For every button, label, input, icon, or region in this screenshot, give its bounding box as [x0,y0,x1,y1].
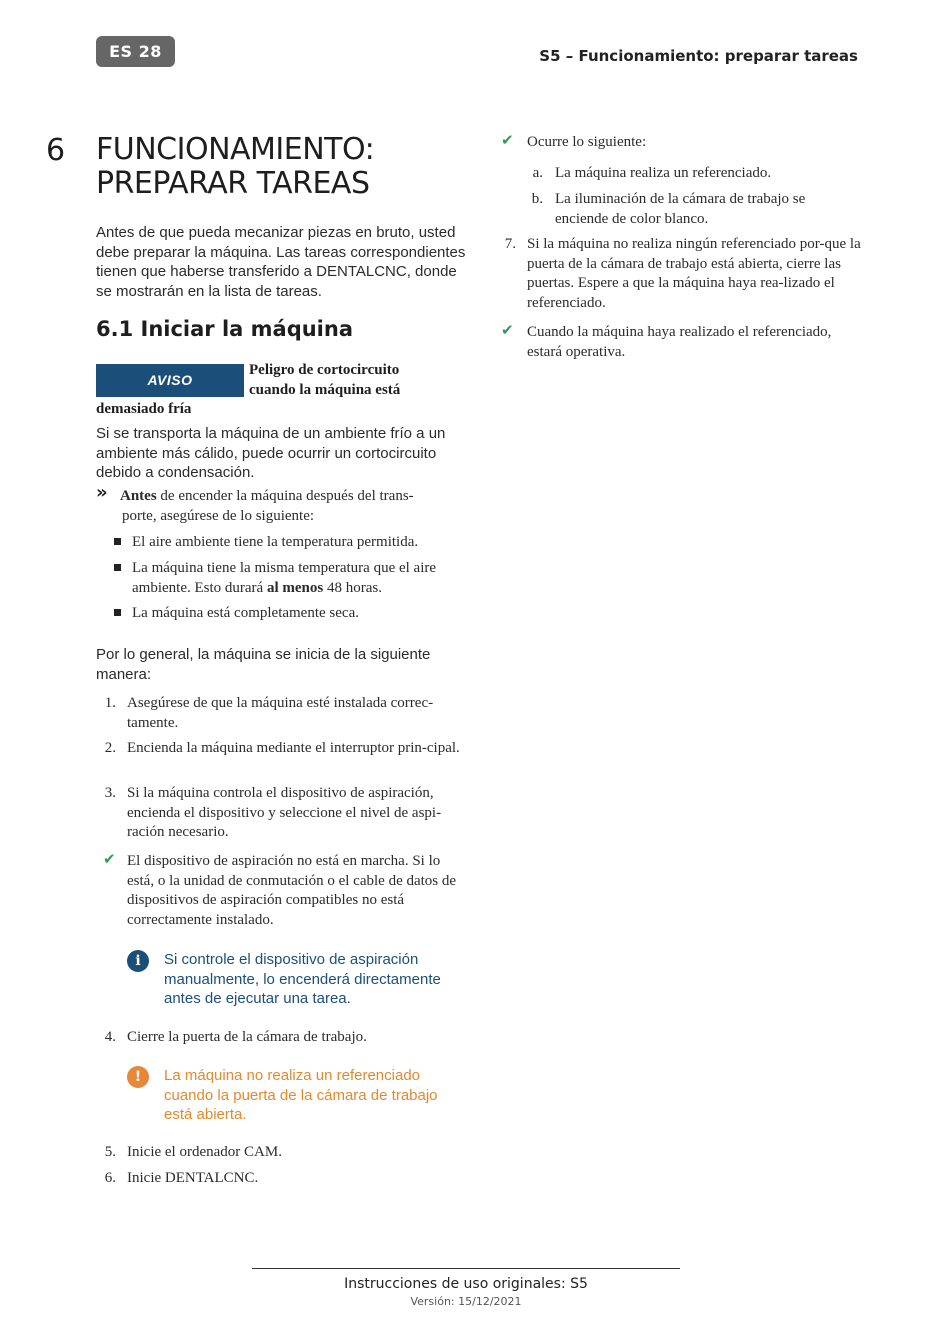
bullet-icon [114,564,121,571]
notice-heading-continued: demasiado fría [96,401,192,417]
notice-label-bar: AVISO [96,364,244,397]
sub-step-label: a. [532,165,543,181]
bullet-item: La máquina está completamente seca. [132,605,359,621]
running-header: S5 – Funcionamiento: preparar tareas [539,47,858,65]
warning-icon: ! [127,1066,149,1088]
info-note: Si controle el dispositivo de aspiración manualmente, lo encenderá directamente antes de ejecutar una tarea. [164,951,441,1008]
sub-step-text: La máquina realiza un referenciado. [555,165,772,181]
step-text: Asegúrese de que la máquina esté instalada correc-tamente. [127,695,434,731]
footer-divider [252,1268,680,1269]
step-text: Encienda la máquina mediante el interruptor prin-cipal. [127,740,460,756]
step-text: Cierre la puerta de la cámara de trabajo. [127,1029,367,1045]
step-text: Inicie el ordenador CAM. [127,1144,282,1160]
bullet-text-part: 48 horas. [323,579,382,596]
bullet-text-part: ambiente. Esto durará [132,579,267,596]
chapter-title-line2: PREPARAR TAREAS [96,166,370,201]
notice-action [120,487,460,526]
action-rest-1: de encender la máquina después del trans- [156,488,414,504]
step-number: 3. [104,785,116,801]
procedure-lead: Por lo general, la máquina se inicia de la siguiente manera: [96,646,431,683]
action-marker-icon: » [96,482,108,503]
check-icon: ✔ [103,850,116,868]
footer-title: Instrucciones de uso originales: S5 [344,1276,588,1292]
sub-step-text: La iluminación de la cámara de trabajo se enciende de color blanco. [555,191,806,227]
chapter-intro: Antes de que pueda mecanizar piezas en bruto, usted debe preparar la máquina. Las tareas correspondientes tienen que haberse transferido a DENTALCNC, donde se mostrarán en la lista de tareas. [96,224,466,300]
info-icon: i [127,950,149,972]
step-number: 4. [104,1029,116,1045]
final-result: Cuando la máquina haya realizado el referenciado, estará operativa. [527,324,832,360]
notice-body: Si se transporta la máquina de un ambiente frío a un ambiente más cálido, puede ocurrir un cortocircuito debido a condensación. [96,425,446,482]
result-intro: Ocurre lo siguiente: [527,134,647,150]
chapter-title-line1: FUNCIONAMIENTO: [96,132,375,167]
check-icon: ✔ [501,131,514,149]
notice-heading: Peligro de cortocircuito cuando la máquina está [249,362,401,398]
bullet-bold: al menos [266,579,324,596]
step-text: Inicie DENTALCNC. [127,1170,259,1186]
step-number: 7. [504,236,516,252]
step-number: 6. [104,1170,116,1186]
chapter-title [96,133,476,201]
bullet-line: La máquina tiene la misma temperatura que el aire [132,560,437,576]
page-number-badge: ES 28 [96,36,175,67]
step-number: 5. [104,1144,116,1160]
bullet-item [132,559,462,598]
check-icon: ✔ [501,321,514,339]
action-bold: Antes [120,488,157,504]
footer-version: Versión: 15/12/2021 [410,1295,522,1308]
sub-step-label: b. [531,191,543,207]
bullet-icon [114,609,121,616]
section-title: 6.1 Iniciar la máquina [96,317,353,341]
step-number: 1. [104,695,116,711]
action-rest-2: porte, asegúrese de lo siguiente: [122,507,315,524]
step-text: Si la máquina no realiza ningún referenciado por-que la puerta de la cámara de trabajo está abierta, cierre las puertas. Espere a que la máquina haya rea-lizado el referenciado. [527,236,861,311]
bullet-icon [114,538,121,545]
step-number: 2. [104,740,116,756]
step-text: Si la máquina controla el dispositivo de aspiración, encienda el dispositivo y seleccione el nivel de aspi-ración necesario. [127,785,442,841]
chapter-number: 6 [46,133,66,168]
result-text: El dispositivo de aspiración no está en marcha. Si lo está, o la unidad de conmutación o el cable de datos de dispositivos de aspiración compatibles no está correctamente instalado. [127,853,457,928]
bullet-line [132,579,462,599]
warning-note: La máquina no realiza un referenciado cuando la puerta de la cámara de trabajo está abierta. [164,1067,438,1124]
bullet-item: El aire ambiente tiene la temperatura permitida. [132,534,419,550]
